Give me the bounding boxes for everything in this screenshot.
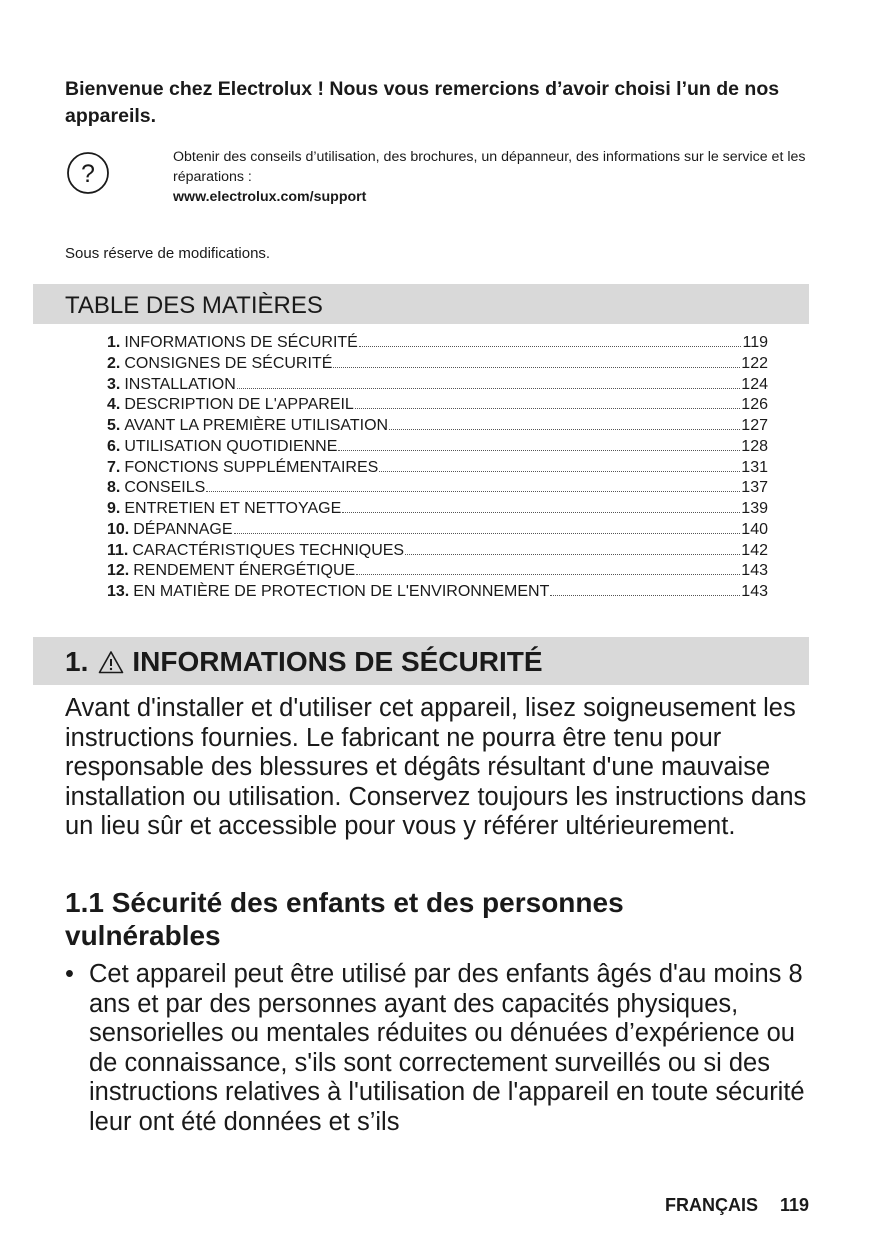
toc-item[interactable] [107, 333, 768, 354]
toc-item[interactable] [107, 499, 768, 520]
toc-item-number: 4. [107, 396, 121, 414]
welcome-heading: Bienvenue chez Electrolux ! Nous vous remercions d’avoir choisi l’un de nos appareils. [65, 78, 780, 127]
question-mark-icon [66, 151, 110, 195]
toc-item-page: 139 [741, 500, 768, 517]
toc-item-number: 2. [107, 354, 121, 372]
toc-item[interactable] [107, 416, 768, 437]
toc-item-page: 143 [741, 562, 768, 580]
page-footer [665, 1193, 809, 1217]
toc-leader-dots [359, 346, 742, 347]
toc-leader-dots [206, 491, 740, 492]
toc-item[interactable] [107, 458, 768, 479]
toc-item-number: 10. [107, 520, 130, 538]
subsection-title: 1.1 Sécurité des enfants et des personnes vulnérables [65, 887, 624, 951]
list-item [65, 960, 825, 1137]
warning-triangle-icon [98, 650, 124, 674]
toc-item-page: 142 [741, 541, 768, 559]
toc-leader-dots [356, 574, 740, 575]
toc-item[interactable] [107, 541, 768, 562]
toc-leader-dots [234, 533, 741, 534]
toc-item-number: 6. [107, 437, 121, 455]
toc-item-label: DESCRIPTION DE L'APPAREIL [124, 396, 354, 414]
toc-leader-dots [237, 388, 741, 389]
toc-item-page: 124 [741, 375, 768, 393]
support-url[interactable]: www.electrolux.com/support [173, 189, 367, 205]
modification-notice: Sous réserve de modifications. [65, 245, 271, 262]
toc-item-page: 131 [741, 458, 768, 476]
toc-leader-dots [333, 367, 740, 368]
toc-item-label: CONSIGNES DE SÉCURITÉ [124, 354, 333, 372]
toc-item-page: 122 [741, 354, 768, 372]
toc-item[interactable] [107, 375, 768, 396]
toc-item-page: 140 [741, 520, 768, 538]
toc-item-label: INFORMATIONS DE SÉCURITÉ [124, 334, 358, 351]
toc-item-label: RENDEMENT ÉNERGÉTIQUE [133, 562, 356, 580]
safety-intro-paragraph: Avant d'installer et d'utiliser cet appareil, lisez soigneusement les instructions fournies. Le fabricant ne pourra être tenu pour responsable des blessures et dégâts résultant d'une mauvaise installation ou utilisation. Conservez toujours les instructions dans un lieu sûr et accessible pour vous y référer ultérieurement. [65, 694, 807, 840]
toc-item-label: UTILISATION QUOTIDIENNE [124, 437, 338, 455]
toc-item-number: 12. [107, 562, 130, 580]
toc-item-label: CARACTÉRISTIQUES TECHNIQUES [132, 541, 405, 559]
section-title [65, 645, 543, 679]
toc-item-number: 13. [107, 583, 130, 600]
toc-leader-dots [405, 554, 740, 555]
toc-leader-dots [342, 512, 740, 513]
toc-item-label: FONCTIONS SUPPLÉMENTAIRES [124, 458, 379, 476]
toc-item-number: 11. [107, 541, 129, 559]
toc-item-number: 5. [107, 417, 121, 434]
table-of-contents [107, 333, 768, 603]
toc-item[interactable] [107, 582, 768, 603]
toc-leader-dots [550, 595, 740, 596]
toc-item-label: EN MATIÈRE DE PROTECTION DE L'ENVIRONNEMENT [133, 583, 550, 600]
toc-item-label: CONSEILS [124, 479, 206, 497]
section-title-text: INFORMATIONS DE SÉCURITÉ [132, 646, 543, 677]
footer-language: FRANÇAIS [664, 1195, 758, 1215]
toc-item-page: 119 [742, 334, 768, 351]
toc-item-page: 143 [741, 583, 768, 600]
toc-item-page: 127 [741, 417, 768, 434]
toc-item-label: ENTRETIEN ET NETTOYAGE [124, 500, 342, 517]
support-text: Obtenir des conseils d’utilisation, des brochures, un dépanneur, des informations sur le service et les réparations : [173, 149, 806, 185]
toc-leader-dots [338, 450, 740, 451]
toc-leader-dots [389, 429, 740, 430]
toc-item-label: DÉPANNAGE [133, 520, 233, 538]
section-number: 1. [65, 646, 89, 677]
toc-item[interactable] [107, 354, 768, 375]
bullet-dot: • [65, 960, 74, 988]
toc-item[interactable] [107, 520, 768, 541]
toc-leader-dots [379, 471, 740, 472]
toc-item[interactable] [107, 561, 768, 582]
toc-item[interactable] [107, 395, 768, 416]
safety-bullet-list [65, 960, 825, 1137]
toc-item-label: INSTALLATION [124, 375, 236, 393]
toc-leader-dots [355, 408, 740, 409]
page-number: 119 [779, 1195, 809, 1215]
support-info [173, 147, 813, 207]
toc-item-number: 1. [107, 334, 121, 351]
toc-title: TABLE DES MATIÈRES [65, 292, 323, 319]
toc-item-label: AVANT LA PREMIÈRE UTILISATION [124, 417, 389, 434]
toc-item-number: 9. [107, 500, 121, 517]
svg-text:?: ? [81, 160, 95, 188]
toc-item[interactable] [107, 478, 768, 499]
toc-item-page: 137 [741, 479, 768, 497]
list-item-text: Cet appareil peut être utilisé par des enfants âgés d'au moins 8 ans et par des personnes ayant des capacités physiques, sensorielles ou mentales réduites ou dénuées d’expérience ou de connaissance, s'ils sont correctement surveillés ou si des instructions relatives à l'utilisation de l'appareil en toute sécurité leur ont été données et s’ils [89, 960, 805, 1136]
toc-item-number: 3. [107, 375, 121, 393]
toc-item[interactable] [107, 437, 768, 458]
toc-item-number: 8. [107, 479, 121, 497]
toc-item-page: 128 [741, 437, 768, 455]
toc-item-page: 126 [741, 396, 768, 414]
toc-item-number: 7. [107, 458, 121, 476]
